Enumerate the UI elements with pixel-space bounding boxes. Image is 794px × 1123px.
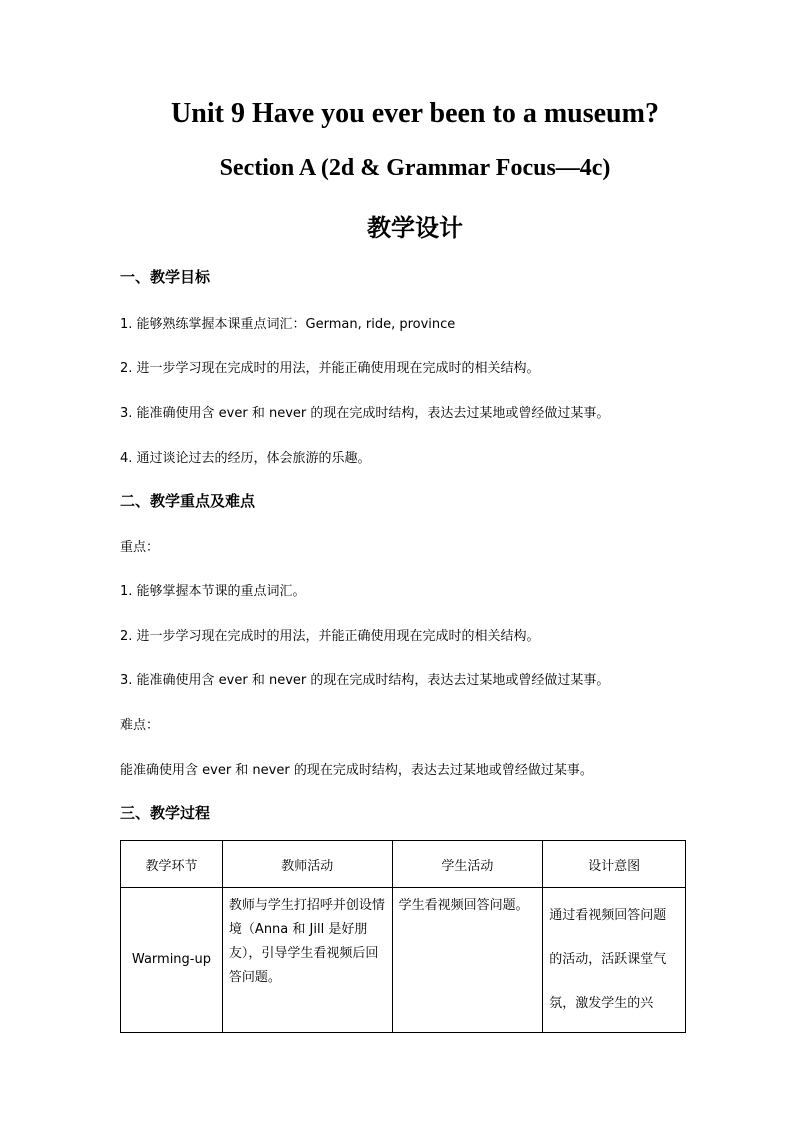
col-header-stage: 教学环节 [121,841,223,888]
cell-student: 学生看视频回答问题。 [392,888,543,1033]
key-item: 1. 能够掌握本节课的重点词汇。 [120,584,306,599]
difficult-text: 能准确使用含 ever 和 never 的现在完成时结构，表达去过某地或曾经做过某事。 [120,763,593,778]
objective-item: 4. 通过谈论过去的经历，体会旅游的乐趣。 [120,451,371,466]
document-title: Unit 9 Have you ever been to a museum? [171,98,659,129]
cell-stage: Warming-up [121,888,223,1033]
col-header-teacher: 教师活动 [222,841,392,888]
objective-item: 1. 能够熟练掌握本课重点词汇：German, ride, province [120,317,456,332]
objective-item: 2. 进一步学习现在完成时的用法，并能正确使用现在完成时的相关结构。 [120,361,540,376]
heading-process: 三、教学过程 [120,804,211,822]
cell-intent: 通过看视频回答问题的活动，活跃课堂气氛，激发学生的兴 [543,888,686,1033]
cell-teacher: 教师与学生打招呼并创设情境（Anna 和 Jill 是好朋友），引导学生看视频后回答问题。 [222,888,392,1033]
col-header-intent: 设计意图 [543,841,686,888]
key-label: 重点： [120,540,160,555]
design-title: 教学设计 [367,214,463,242]
table-row [121,888,686,1033]
section-subtitle: Section A (2d & Grammar Focus—4c) [219,155,611,181]
process-table [120,840,686,1033]
col-header-student: 学生活动 [392,841,543,888]
key-item: 3. 能准确使用含 ever 和 never 的现在完成时结构，表达去过某地或曾经做过某事。 [120,673,610,688]
heading-key-difficult: 二、教学重点及难点 [120,492,256,510]
table-header-row [121,841,686,888]
objective-item: 3. 能准确使用含 ever 和 never 的现在完成时结构，表达去过某地或曾经做过某事。 [120,406,610,421]
heading-objectives: 一、教学目标 [120,268,211,286]
difficult-label: 难点： [120,718,160,733]
key-item: 2. 进一步学习现在完成时的用法，并能正确使用现在完成时的相关结构。 [120,629,540,644]
